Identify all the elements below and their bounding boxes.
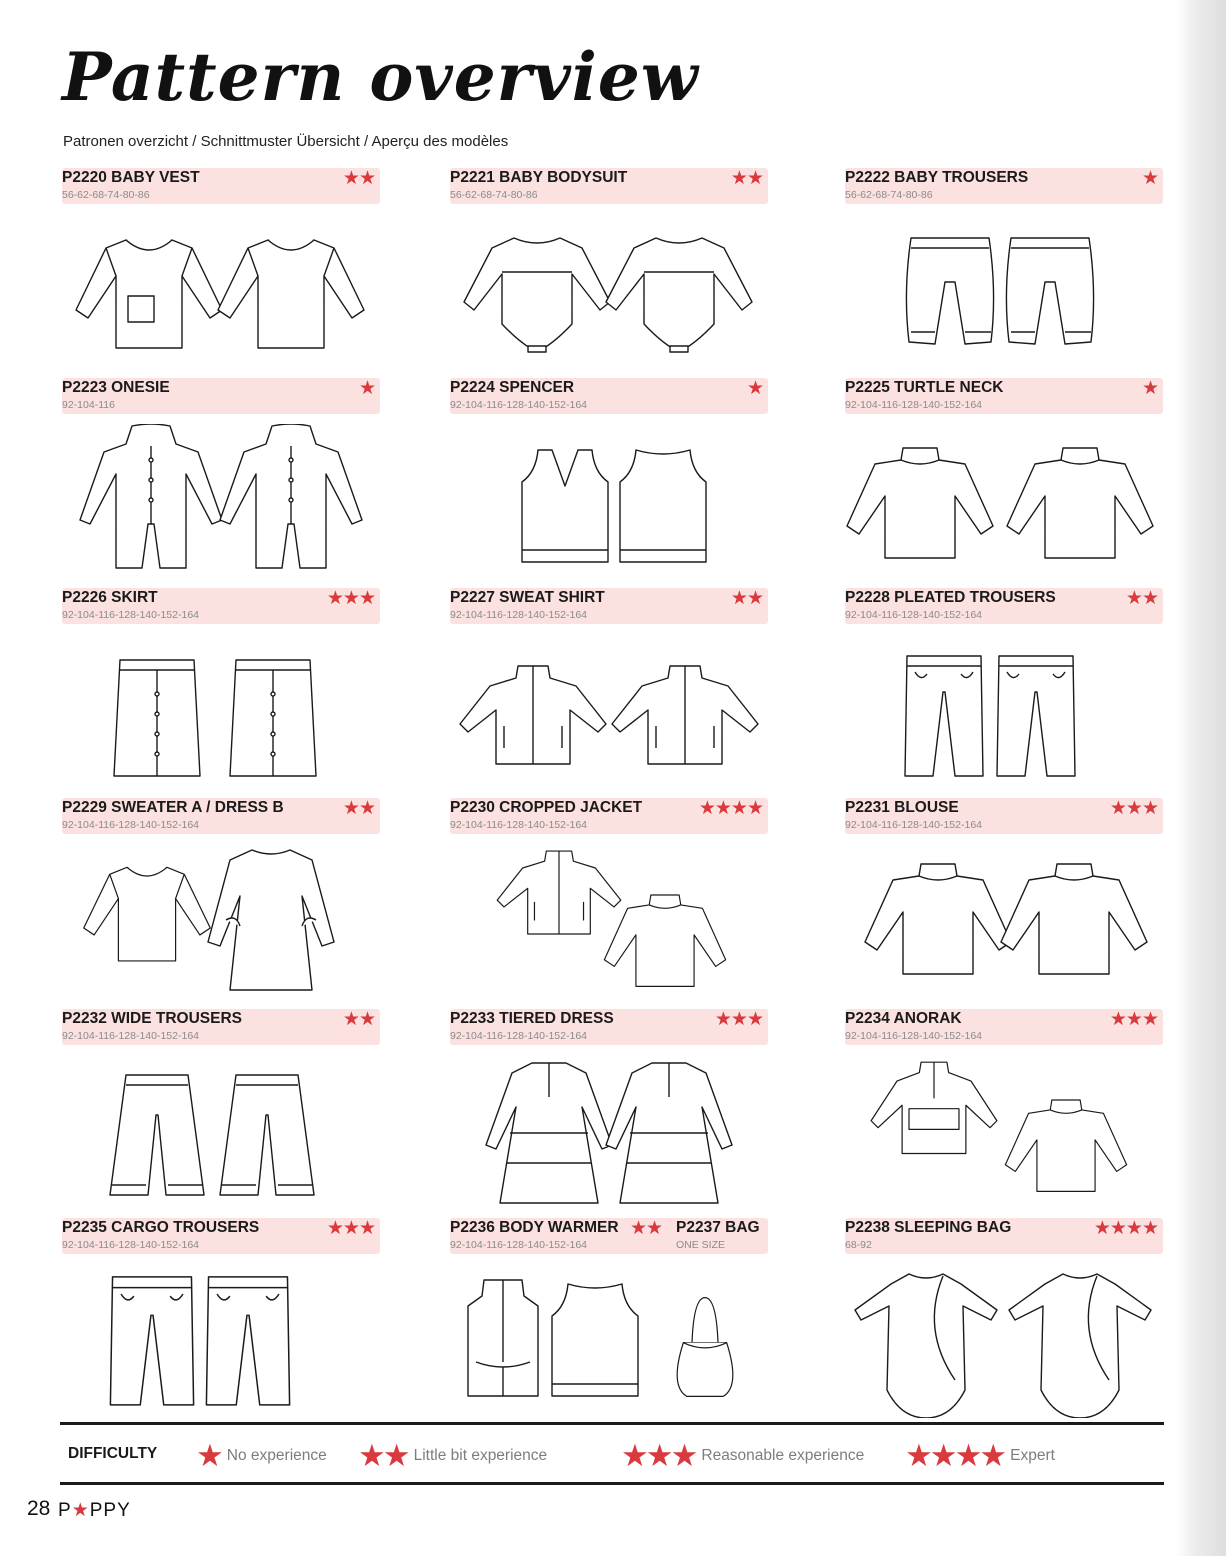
pattern-title: P2220 BABY VEST xyxy=(62,169,200,186)
pattern-sizes: 92-104-116-128-140-152-164 xyxy=(450,1030,587,1042)
pattern-title: P2232 WIDE TROUSERS xyxy=(62,1010,243,1027)
difficulty-stars: ★★ xyxy=(730,168,763,189)
page-title: Pattern overview xyxy=(62,38,699,116)
pattern-sketch xyxy=(845,422,1163,578)
pattern-card-p2226[interactable] xyxy=(62,588,380,788)
legend-item-3 xyxy=(621,1438,864,1472)
pattern-sizes: 56-62-68-74-80-86 xyxy=(62,189,150,201)
pattern-card-p2228[interactable] xyxy=(845,588,1163,788)
difficulty-stars: ★★ xyxy=(342,1009,375,1030)
pattern-title: P2222 BABY TROUSERS xyxy=(845,169,1029,186)
star-icon: ★ xyxy=(196,1438,221,1473)
legend-text: No experience xyxy=(226,1447,327,1464)
pattern-sketch xyxy=(450,422,768,578)
pattern-sizes: 92-104-116-128-140-152-164 xyxy=(62,609,199,621)
pattern-sketch xyxy=(62,1053,380,1209)
pattern-card-p2223[interactable] xyxy=(62,378,380,578)
legend-item-4 xyxy=(905,1438,1055,1472)
difficulty-stars: ★ xyxy=(746,378,763,399)
divider-top xyxy=(60,1422,1164,1425)
difficulty-stars: ★★★ xyxy=(1109,798,1158,819)
brand-letters: PPY xyxy=(89,1500,131,1521)
star-icon: ★★★★ xyxy=(905,1438,1005,1473)
pattern-card-p2221[interactable] xyxy=(450,168,768,368)
pattern-sizes: 92-104-116 xyxy=(62,399,115,411)
pattern-sizes: 92-104-116-128-140-152-164 xyxy=(450,399,587,411)
difficulty-stars: ★★★ xyxy=(326,588,375,609)
difficulty-stars: ★★★ xyxy=(1109,1009,1158,1030)
pattern-sketch xyxy=(450,632,768,788)
pattern-title: P2223 ONESIE xyxy=(62,379,170,396)
pattern-sizes: 92-104-116-128-140-152-164 xyxy=(450,819,587,831)
brand-logo xyxy=(58,1499,131,1522)
difficulty-stars: ★ xyxy=(1141,378,1158,399)
page-number: 28 xyxy=(27,1497,51,1520)
pattern-sizes: 92-104-116-128-140-152-164 xyxy=(450,609,587,621)
pattern-sketch xyxy=(450,212,768,368)
pattern-card-p2236-p2237[interactable] xyxy=(450,1218,768,1418)
pattern-sketch xyxy=(845,1053,1163,1209)
pattern-card-p2220[interactable] xyxy=(62,168,380,368)
pattern-title: P2238 SLEEPING BAG xyxy=(845,1219,1012,1236)
pattern-sketch xyxy=(845,1262,1163,1418)
pattern-sketch xyxy=(845,632,1163,788)
difficulty-stars: ★★ xyxy=(630,1218,663,1239)
difficulty-stars: ★★ xyxy=(1125,588,1158,609)
difficulty-label: DIFFICULTY xyxy=(68,1445,158,1462)
pattern-sketch xyxy=(845,212,1163,368)
legend-text: Little bit experience xyxy=(413,1447,548,1464)
pattern-card-p2222[interactable] xyxy=(845,168,1163,368)
difficulty-stars: ★★ xyxy=(342,798,375,819)
difficulty-stars: ★★ xyxy=(342,168,375,189)
pattern-sketch xyxy=(62,632,380,788)
pattern-card-p2224[interactable] xyxy=(450,378,768,578)
difficulty-stars: ★★★★ xyxy=(1093,1218,1158,1239)
pattern-sketch xyxy=(62,212,380,368)
difficulty-stars: ★★★ xyxy=(714,1009,763,1030)
pattern-title: P2221 BABY BODYSUIT xyxy=(450,169,628,186)
pattern-sizes: 92-104-116-128-140-152-164 xyxy=(62,819,199,831)
legend-item-1 xyxy=(196,1438,327,1472)
pattern-sizes: 92-104-116-128-140-152-164 xyxy=(845,1030,982,1042)
pattern-card-p2227[interactable] xyxy=(450,588,768,788)
pattern-title: P2226 SKIRT xyxy=(62,589,158,606)
pattern-sketch xyxy=(450,1053,768,1209)
pattern-card-p2234[interactable] xyxy=(845,1009,1163,1209)
pattern-sketch xyxy=(62,422,380,578)
brand-letter: P xyxy=(58,1500,72,1521)
difficulty-stars: ★ xyxy=(1141,168,1158,189)
pattern-sketch xyxy=(62,842,380,998)
pattern-sizes: 92-104-116-128-140-152-164 xyxy=(845,399,982,411)
pattern-card-p2235[interactable] xyxy=(62,1218,380,1418)
pattern-sizes: 92-104-116-128-140-152-164 xyxy=(62,1239,199,1251)
difficulty-stars: ★★★★ xyxy=(698,798,763,819)
pattern-title: P2225 TURTLE NECK xyxy=(845,379,1004,396)
pattern-card-p2231[interactable] xyxy=(845,798,1163,998)
star-icon: ★★★ xyxy=(621,1438,696,1473)
star-icon: ★ xyxy=(71,1500,90,1521)
star-icon: ★★ xyxy=(358,1438,408,1473)
pattern-sketch xyxy=(450,842,768,998)
pattern-title: P2229 SWEATER A / DRESS B xyxy=(62,799,284,816)
legend-text: Reasonable experience xyxy=(701,1447,865,1464)
pattern-card-p2233[interactable] xyxy=(450,1009,768,1209)
page-gutter-shadow xyxy=(1176,0,1226,1556)
page-subtitle: Patronen overzicht / Schnittmuster Übersicht / Aperçu des modèles xyxy=(63,133,509,150)
legend-text: Expert xyxy=(1010,1447,1055,1464)
pattern-sketch xyxy=(450,1262,768,1418)
divider-bottom xyxy=(60,1482,1164,1485)
pattern-card-p2229[interactable] xyxy=(62,798,380,998)
difficulty-stars: ★★★ xyxy=(326,1218,375,1239)
pattern-sizes-bag: ONE SIZE xyxy=(676,1239,726,1251)
pattern-sizes: 56-62-68-74-80-86 xyxy=(450,189,538,201)
pattern-title-bag: P2237 BAG xyxy=(676,1219,760,1236)
difficulty-stars: ★ xyxy=(358,378,375,399)
difficulty-stars: ★★ xyxy=(730,588,763,609)
pattern-title: P2234 ANORAK xyxy=(845,1010,962,1027)
legend-item-2 xyxy=(358,1438,547,1472)
pattern-sketch xyxy=(845,842,1163,998)
pattern-sizes: 92-104-116-128-140-152-164 xyxy=(62,1030,199,1042)
pattern-title: P2227 SWEAT SHIRT xyxy=(450,589,605,606)
pattern-title: P2228 PLEATED TROUSERS xyxy=(845,589,1056,606)
pattern-sizes: 92-104-116-128-140-152-164 xyxy=(450,1239,587,1251)
pattern-title: P2231 BLOUSE xyxy=(845,799,959,816)
pattern-sizes: 92-104-116-128-140-152-164 xyxy=(845,609,982,621)
pattern-sketch xyxy=(62,1262,380,1418)
pattern-card-p2230[interactable] xyxy=(450,798,768,998)
pattern-sizes: 68-92 xyxy=(845,1239,872,1251)
pattern-title: P2230 CROPPED JACKET xyxy=(450,799,643,816)
pattern-title: P2233 TIERED DRESS xyxy=(450,1010,614,1027)
pattern-title: P2235 CARGO TROUSERS xyxy=(62,1219,260,1236)
pattern-sizes: 92-104-116-128-140-152-164 xyxy=(845,819,982,831)
pattern-title: P2236 BODY WARMER xyxy=(450,1219,619,1236)
pattern-sizes: 56-62-68-74-80-86 xyxy=(845,189,933,201)
pattern-card-p2238[interactable] xyxy=(845,1218,1163,1418)
pattern-card-p2232[interactable] xyxy=(62,1009,380,1209)
pattern-title: P2224 SPENCER xyxy=(450,379,575,396)
pattern-card-p2225[interactable] xyxy=(845,378,1163,578)
